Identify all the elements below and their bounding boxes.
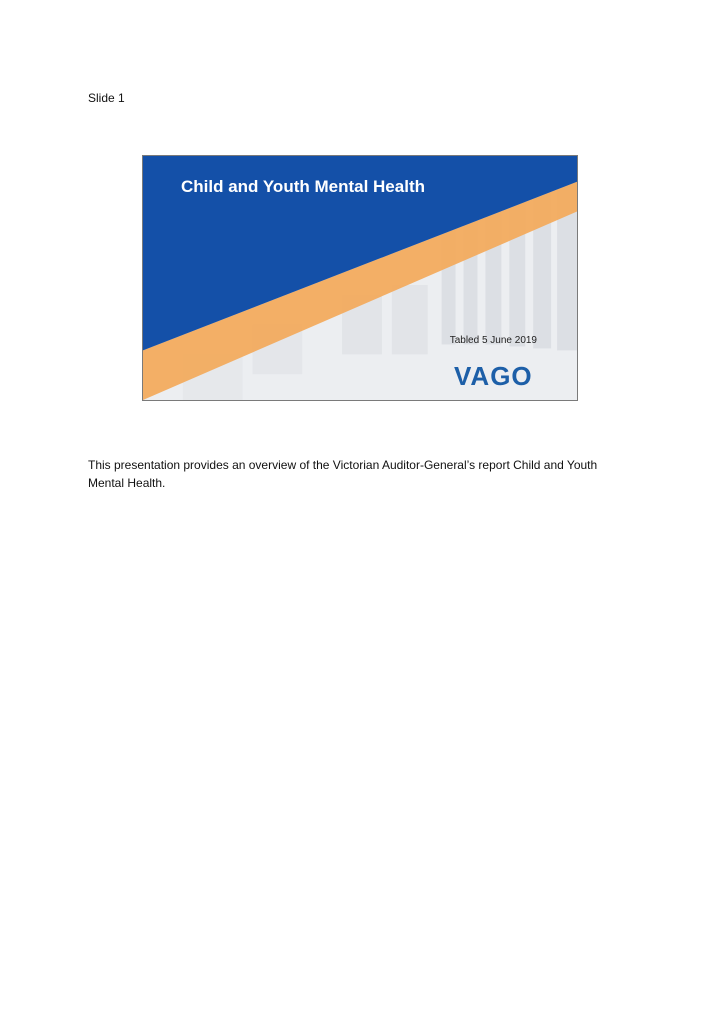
slide-thumbnail	[142, 155, 578, 401]
tabled-date: Tabled 5 June 2019	[449, 335, 537, 346]
slide-notes: This presentation provides an overview of the Victorian Auditor-General’s report Child and Youth Mental Health.	[88, 458, 598, 490]
slide-title: Child and Youth Mental Health	[181, 177, 425, 196]
vago-logo: VAGO	[454, 361, 533, 391]
slide-label: Slide 1	[88, 91, 125, 105]
